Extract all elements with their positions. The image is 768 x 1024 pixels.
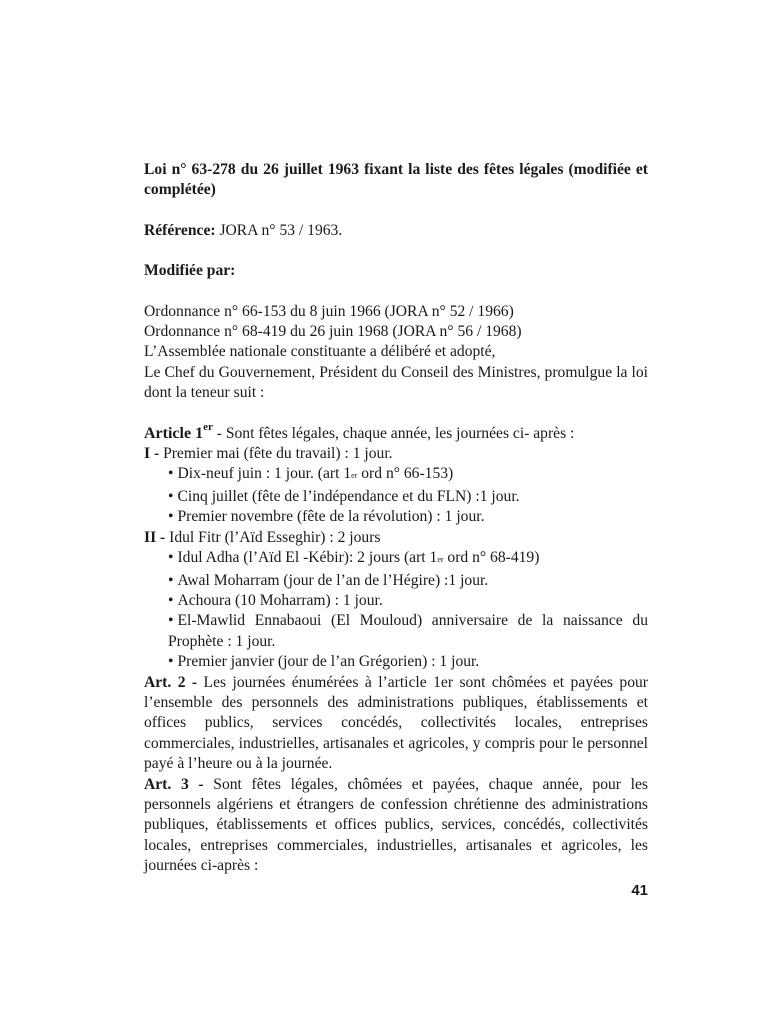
preamble-line: L’Assemblée nationale constituante a délibéré et adopté,	[144, 343, 496, 361]
list-item-text: Achoura (10 Moharram) : 1 jour.	[177, 591, 383, 609]
article-1	[144, 420, 648, 673]
reference	[144, 221, 648, 241]
list-item-text: Idul Adha (l’Aïd El -Kébir): 2 jours (art 1	[177, 549, 438, 567]
group-2-first	[144, 528, 648, 548]
list-item-text: Premier janvier (jour de l’an Grégorien) : 1 jour.	[177, 653, 480, 671]
list-item: • Awal Moharram (jour de l’an de l’Hégire) :1 jour.	[168, 571, 489, 589]
group-2-roman: II -	[144, 528, 166, 546]
article-3	[144, 775, 648, 877]
group-1-roman: I -	[144, 445, 160, 463]
article-2-label: Art. 2 -	[144, 673, 198, 691]
list-item-text: El-Mawlid Ennabaoui (El Mouloud) anniversaire de la naissance du Prophète : 1 jour.	[168, 612, 648, 650]
list-item-text: Dix-neuf juin : 1 jour. (art 1	[177, 465, 352, 483]
list-item: • El-Mawlid Ennabaoui (El Mouloud) anniversaire de la naissance du Prophète : 1 jour.	[168, 612, 648, 650]
modifications-list	[144, 302, 648, 404]
article-1-label: Article 1	[144, 424, 204, 442]
group-1-first-text: Premier mai (fête du travail) : 1 jour.	[159, 445, 393, 463]
list-item: • Dix-neuf juin : 1 jour. (art 1er ord n° 66-153)	[168, 465, 454, 483]
list-item: • Cinq juillet (fête de l’indépendance et du FLN) :1 jour.	[168, 487, 520, 505]
article-1-heading	[144, 420, 648, 444]
list-item-text: Premier novembre (fête de la révolution) : 1 jour.	[177, 508, 485, 526]
group-2-first-text: Idul Fitr (l’Aïd Esseghir) : 2 jours	[165, 528, 381, 546]
article-1-sup: er	[203, 420, 213, 433]
article-2	[144, 673, 648, 775]
list-item: • Premier janvier (jour de l’an Grégorien) : 1 jour.	[168, 653, 480, 671]
document-body	[144, 160, 648, 877]
article-3-text: Sont fêtes légales, chômées et payées, chaque année, pour les personnels algériens et étrangers de confession chrétienne des administrations publiques, établissements et offices publics, services, concédés, collectivités locales, entreprises commerciales, industrielles, artisanales et agricoles, les journées ci-après :	[144, 775, 648, 875]
list-item-small: er	[351, 471, 358, 481]
modified-by-heading: Modifiée par:	[144, 262, 236, 280]
law-title: Loi n° 63-278 du 26 juillet 1963 fixant la liste des fêtes légales (modifiée et complétée)	[144, 161, 648, 199]
page-number: 41	[631, 882, 648, 899]
reference-value: JORA n° 53 / 1963.	[215, 221, 343, 239]
list-item: • Idul Adha (l’Aïd El -Kébir): 2 jours (art 1er ord n° 68-419)	[168, 549, 540, 567]
modification-item: Ordonnance n° 68-419 du 26 juin 1968 (JORA n° 56 / 1968)	[144, 323, 522, 341]
list-item: • Premier novembre (fête de la révolution) : 1 jour.	[168, 508, 485, 526]
article-2-text: Les journées énumérées à l’article 1er sont chômées et payées pour l’ensemble des personnels des administrations publiques, établissements et offices publics, services concédés, collectivités locales, entreprises commerciales, industrielles, artisanales et agricoles, y compris pour le personnel payé à l’heure ou à la journée.	[144, 673, 648, 773]
reference-label: Référence:	[144, 221, 216, 239]
group-1-first	[144, 444, 648, 464]
list-item-text-post: ord n° 68-419)	[443, 549, 540, 567]
list-item: • Achoura (10 Moharram) : 1 jour.	[168, 591, 383, 609]
list-item-text-post: ord n° 66-153)	[357, 465, 454, 483]
list-item-text: Cinq juillet (fête de l’indépendance et du FLN) :1 jour.	[177, 487, 520, 505]
preamble-line: Le Chef du Gouvernement, Président du Conseil des Ministres, promulgue la loi dont la teneur suit :	[144, 363, 648, 402]
article-1-text: - Sont fêtes légales, chaque année, les journées ci- après :	[212, 424, 575, 442]
article-3-label: Art. 3 -	[144, 775, 204, 793]
list-item-small: er	[437, 555, 444, 565]
list-item-text: Awal Moharram (jour de l’an de l’Hégire) :1 jour.	[177, 571, 489, 589]
modification-item: Ordonnance n° 66-153 du 8 juin 1966 (JORA n° 52 / 1966)	[144, 302, 514, 320]
